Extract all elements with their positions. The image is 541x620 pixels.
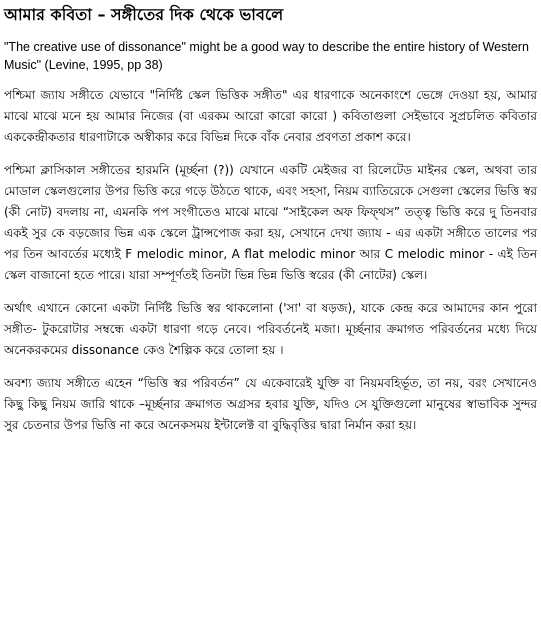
paragraph-1: পশ্চিমা জ্যায সঙ্গীতে যেভাবে "নির্দিষ্ট স্কেল ভিত্তিক সঙ্গীত" এর ধারণাকে অনেকাংশে ভেঙ্গে দেওয়া হয়, আমার মাঝে মাঝে মনে হয় আমার নিজের (বা এরকম আরো কারো কারো ) কবিতাগুলা সেইভাবে সুপ্রচলিত কবিতার এককেন্দ্রীকতার ধারণাটাকে অস্বীকার করে বিভিন্ন দিকে বাঁক নেবার প্রবণতা প্রকাশ করে। xyxy=(4,88,537,144)
paragraph-2: পশ্চিমা ক্লাসিকাল সঙ্গীতের হারমনি (মূর্চ্ছনা (?)) যেখানে একটি মেইজর বা রিলেটেড মাইনর স্কেল, অথবা তার মোডাল স্কেলগুলোর উপর ভিত্তি করে গড়ে উঠতে থাকে, এবং সহসা, নিয়ম ব্যাতিরেকে সেগুলা স্কেলের ভিত্তি স্বর (কী নোট) বদলায় না, এমনকি পপ সংগীতেও মাঝে মাঝে “সাইকেল অফ ফিফ্থস” তত্ত্ব ভিত্তি করে দু তিনবার একই সুর কে বড়জোর ভিন্ন এক স্কেলে ট্রান্সপোজ করা হয়, সেখানে দেখা জ্যায - এর একটা সঙ্গীতে তালের পর পর তিন আবর্তের মধ্যেই F melodic minor, A flat melodic minor আর C melodic minor - এই তিন স্কেল বাজানো হতে পারে। যারা সম্পূর্ণতই তিনটা ভিন্ন ভিন্ন ভিত্তি স্বরের (কী নোটের) স্কেল। xyxy=(4,163,537,282)
paragraph-3: অর্থাৎ এখানে কোনো একটা নির্দিষ্ট ভিত্তি স্বর থাকলোনা ('সা' বা ষড়জ), যাকে কেন্দ্র করে আমাদের কান পুরো সঙ্গীত- টুকরোটার সম্বন্ধে একটা ধারণা গড়ে নেবে। পরিবর্তনেই মজা। মূর্চ্ছনার ক্রমাগত পরিবর্তনের মধ্যে দিয়ে অনেকরকমের dissonance কেও শৈল্পিক করে তোলা হয় । xyxy=(4,301,537,357)
article xyxy=(4,4,537,448)
epigraph-quote: "The creative use of dissonance" might be a good way to describe the entire history of Western Music" (Levine, 1995, pp 38) xyxy=(4,40,529,72)
paragraph-4: অবশ্য জ্যায সঙ্গীতে এহেন “ভিত্তি স্বর পরিবর্তন” যে একেবারেই যুক্তি বা নিয়মবহির্ভূত, তা নয়, বরং সেখানেও কিছু কিছু নিয়ম জারি থাকে –মূর্চ্ছনার ক্রমাগত অগ্রসর হবার যুক্তি, যদিও সে যুক্তিগুলো মানুষের স্বাভাবিক সুন্দর সুর চেতনার উপর ভিত্তি না করে অনেকসময় ইন্টালেক্ট বা বুদ্ধিবৃত্তির দ্বারা নির্মান করা হয়। xyxy=(4,376,537,432)
article-title: আমার কবিতা – সঙ্গীতের দিক থেকে ভাবলে xyxy=(4,5,284,24)
